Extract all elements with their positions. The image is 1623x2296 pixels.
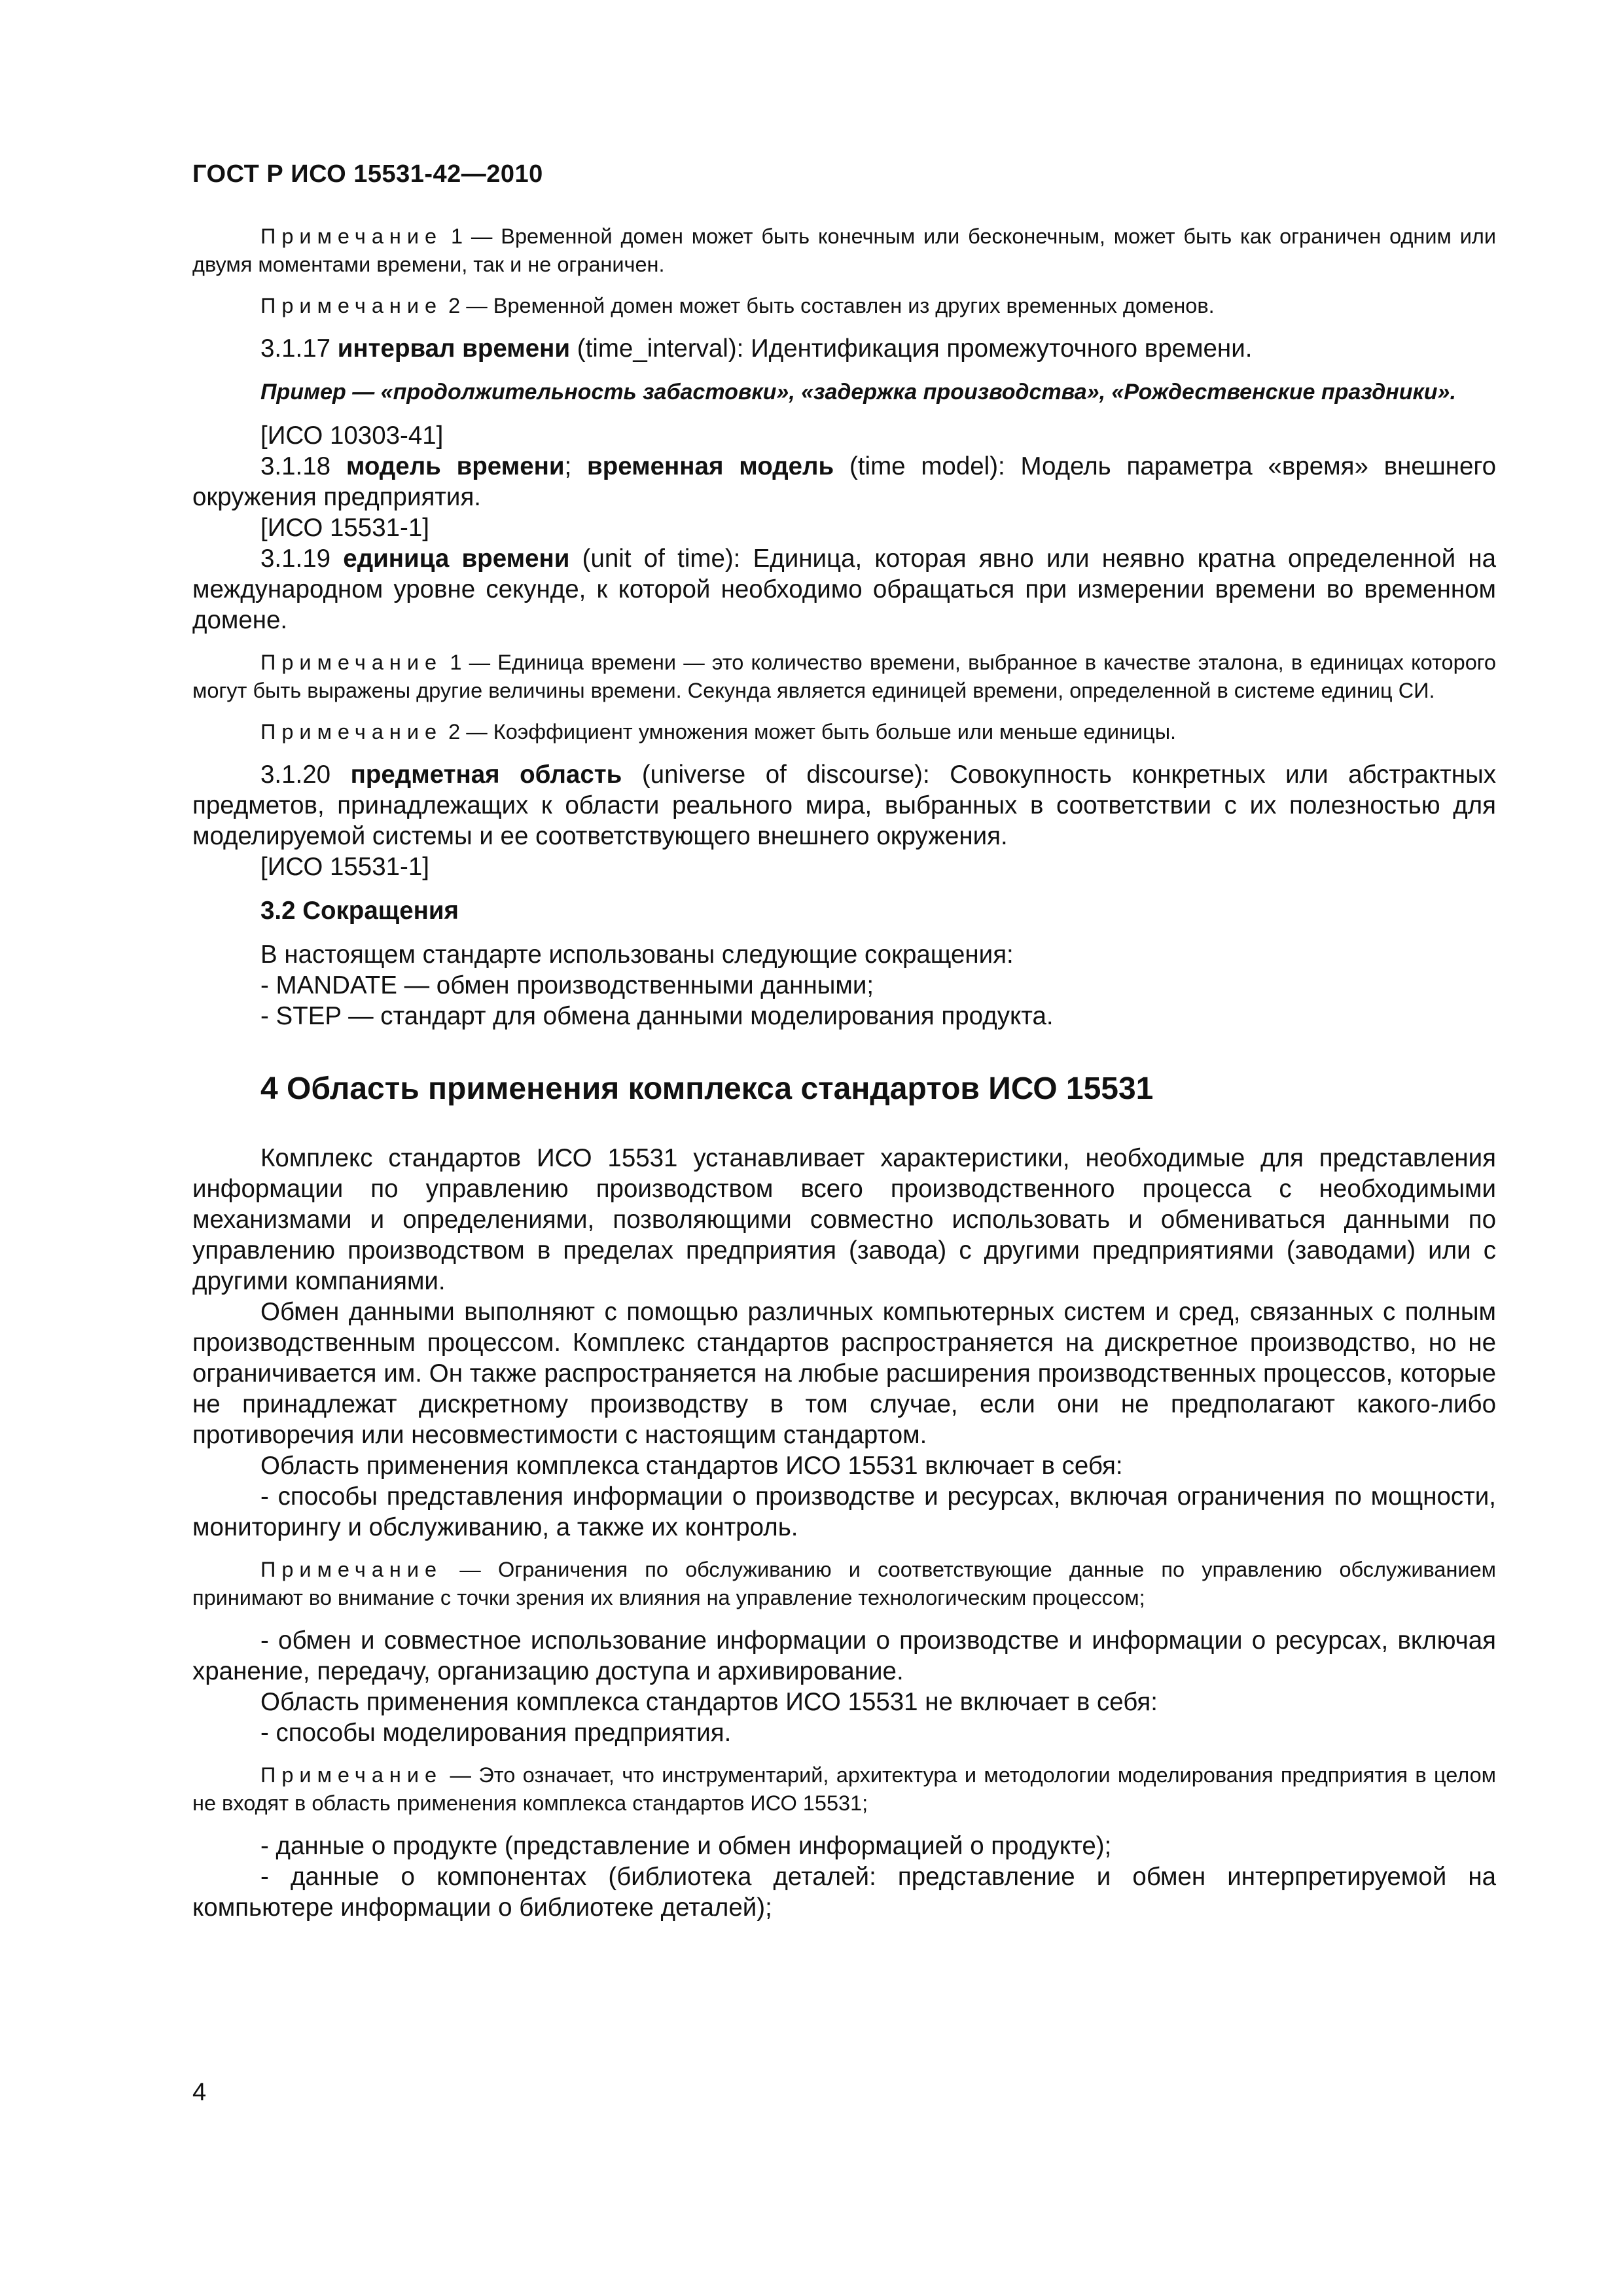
note-6: [192, 1761, 1496, 1818]
definition-text: (universe of discourse): Совокупность конкретных или абстрактных предметов, принадлежащих к области реального мира, выбранных в соответствии с их полезностью для моделируемой системы и ее соответствующего внешнего окружения.: [192, 761, 1496, 850]
note-text: 1 — Единица времени — это количество времени, выбранное в качестве эталона, в единицах которого могут быть выражены другие величины времени. Секунда является единицей времени, определенной в системе единиц СИ.: [192, 651, 1496, 702]
note-5: [192, 1556, 1496, 1612]
clause-number: 3.1.17: [260, 334, 338, 363]
paragraph: Область применения комплекса стандартов ИСО 15531 не включает в себя:: [260, 1688, 1158, 1716]
definition-3-1-17: [192, 333, 1496, 364]
section-heading: 4 Область применения комплекса стандартов ИСО 15531: [260, 1071, 1154, 1106]
definition-text: (time model): Модель параметра «время» внешнего окружения предприятия.: [192, 452, 1496, 511]
definition-3-1-18: [192, 451, 1496, 512]
term: модель времени: [346, 452, 565, 480]
note-text: 1 — Временной домен может быть конечным или бесконечным, может быть как ограничен одним или двумя моментами времени, так и не ограничен.: [192, 224, 1496, 276]
definition-text: (time_interval): Идентификация промежуточного времени.: [570, 334, 1253, 363]
note-1: [192, 223, 1496, 279]
page-content: [192, 223, 1496, 1923]
note-2: [192, 292, 1496, 320]
reference: [ИСО 15531-1]: [260, 514, 429, 542]
list-item: - способы представления информации о производстве и ресурсах, включая ограничения по мощности, мониторингу и обслуживанию, а также их контроль.: [192, 1482, 1496, 1541]
reference: [ИСО 15531-1]: [260, 853, 429, 881]
document-header: ГОСТ Р ИСО 15531-42—2010: [192, 160, 543, 188]
list-item: - данные о продукте (представление и обмен информацией о продукте);: [260, 1832, 1112, 1860]
term-synonym: временная модель: [587, 452, 834, 480]
definition-3-1-20: [192, 759, 1496, 852]
note-label: Примечание: [260, 294, 443, 317]
note-label: Примечание: [260, 720, 443, 744]
paragraph: Обмен данными выполняют с помощью различных компьютерных систем и сред, связанных с полным производственным процессом. Комплекс стандартов распространяется на дискретное производство, но не ограничивается им. Он также распространяется на любые расширения производственных процессов, которые не принадлежат дискретному производству в том случае, если они не предполагают какого-либо противоречия или несовместимости с настоящим стандартом.: [192, 1298, 1496, 1449]
page-number: 4: [192, 2079, 207, 2106]
note-text: 2 — Временной домен может быть составлен из других временных доменов.: [442, 294, 1215, 317]
note-label: Примечание: [260, 1763, 443, 1787]
note-label: Примечание: [260, 1558, 443, 1581]
note-label: Примечание: [260, 651, 443, 674]
term: предметная область: [350, 761, 622, 789]
list-item: - обмен и совместное использование информации о производстве и информации о ресурсах, включая хранение, передачу, организацию доступа и архивирование.: [192, 1626, 1496, 1685]
note-text: — Это означает, что инструментарий, архитектура и методологии моделирования предприятия в целом не входят в область применения комплекса стандартов ИСО 15531;: [192, 1763, 1496, 1815]
clause-number: 3.1.20: [260, 761, 351, 789]
list-item: - данные о компонентах (библиотека деталей: представление и обмен интерпретируемой на компьютере информации о библиотеке деталей);: [192, 1863, 1496, 1922]
note-3: [192, 649, 1496, 705]
clause-number: 3.1.19: [260, 545, 344, 573]
separator: ;: [564, 452, 588, 480]
note-label: Примечание: [260, 224, 443, 248]
term: единица времени: [343, 545, 570, 573]
list-item: - способы моделирования предприятия.: [260, 1719, 732, 1747]
paragraph: Комплекс стандартов ИСО 15531 устанавливает характеристики, необходимые для представления информации по управлению производством всего производственного процесса с необходимыми механизмами и определениями, позволяющими совместно использовать и обмениваться данными по управлению производством в пределах предприятия (завода) с другими предприятиями (заводами) или с другими компаниями.: [192, 1144, 1496, 1295]
abbreviation-item: - STEP — стандарт для обмена данными моделирования продукта.: [260, 1002, 1054, 1030]
definition-text: (unit of time): Единица, которая явно или неявно кратна определенной на международном уровне секунде, к которой необходимо обращаться при измерении времени во временном домене.: [192, 545, 1497, 634]
abbreviation-item: - MANDATE — обмен производственными данными;: [260, 971, 874, 999]
paragraph: Область применения комплекса стандартов ИСО 15531 включает в себя:: [260, 1452, 1123, 1480]
note-text: 2 — Коэффициент умножения может быть больше или меньше единицы.: [442, 720, 1177, 744]
note-text: — Ограничения по обслуживанию и соответствующие данные по управлению обслуживанием принимают во внимание с точки зрения их влияния на управление технологическим процессом;: [192, 1558, 1496, 1609]
example-text: Пример — «продолжительность забастовки», «задержка производства», «Рождественские праздники».: [260, 380, 1456, 404]
reference: [ИСО 10303-41]: [260, 422, 444, 450]
subsection-heading: 3.2 Сокращения: [260, 897, 459, 925]
definition-3-1-19: [192, 543, 1496, 636]
abbreviations-intro: В настоящем стандарте использованы следующие сокращения:: [260, 941, 1014, 969]
clause-number: 3.1.18: [260, 452, 346, 480]
note-4: [192, 718, 1496, 746]
term: интервал времени: [337, 334, 571, 363]
